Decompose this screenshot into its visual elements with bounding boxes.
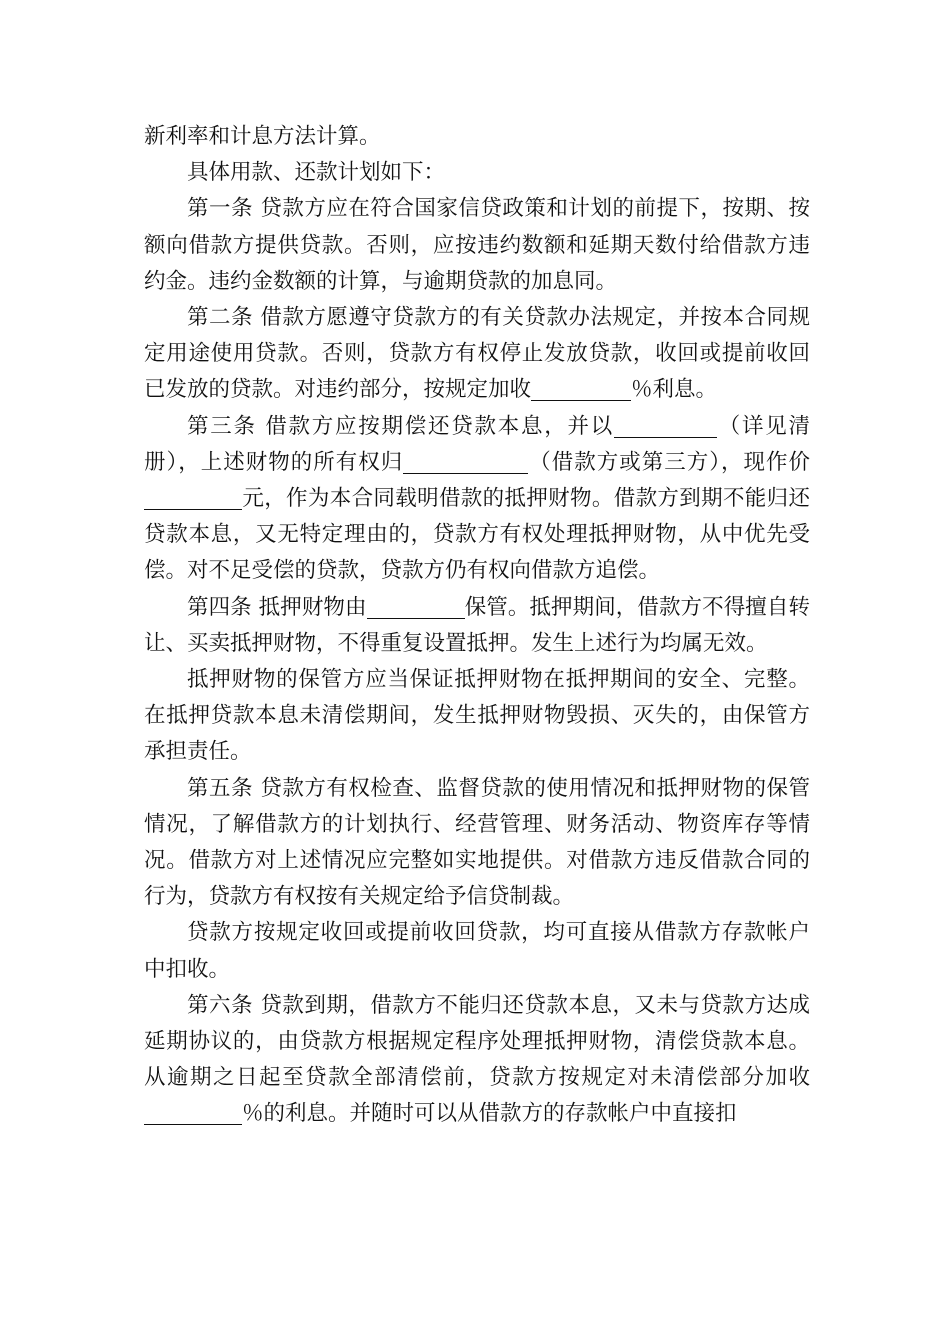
paragraph-text: （借款方或第三方），现作价 bbox=[528, 449, 810, 475]
paragraph-text: 元，作为本合同载明借款的抵押财物。借款方到期不能归还贷款本息，又无特定理由的，贷款方有权处理抵押财物，从中优先受偿。对不足受偿的贷款，贷款方仍有权向借款方追偿。 bbox=[144, 486, 810, 584]
fill-blank-collateral[interactable] bbox=[614, 415, 717, 438]
paragraph-text: 第四条 抵押财物由 bbox=[187, 594, 367, 620]
paragraph-text: 第三条 借款方应按期偿还贷款本息，并以 bbox=[187, 413, 614, 439]
paragraph-text: 新利率和计息方法计算。 bbox=[144, 124, 381, 149]
article-2 bbox=[144, 300, 810, 409]
paragraph-text: 贷款方按规定收回或提前收回贷款，均可直接从借款方存款帐户中扣收。 bbox=[144, 920, 810, 982]
article-1 bbox=[144, 191, 810, 300]
fill-blank-valuation[interactable] bbox=[144, 487, 242, 510]
paragraph-text: （详见清册），上述财物的所有权归 bbox=[144, 413, 810, 475]
paragraph-text: 第一条 贷款方应在符合国家信贷政策和计划的前提下，按期、按额向借款方提供贷款。否则，应按违约数额和延期天数付给借款方违约金。违约金数额的计算，与逾期贷款的加息同。 bbox=[144, 196, 810, 294]
fill-blank-owner[interactable] bbox=[403, 451, 528, 474]
paragraph-text: 第六条 贷款到期，借款方不能归还贷款本息，又未与贷款方达成延期协议的，由贷款方根据规定程序处理抵押财物，清偿贷款本息。从逾期之日起至贷款全部清偿前，贷款方按规定对未清偿部分加收 bbox=[144, 992, 810, 1091]
fill-blank-interest-rate[interactable] bbox=[531, 378, 631, 401]
paragraph-deduction bbox=[144, 915, 810, 987]
paragraph-custody bbox=[144, 662, 810, 771]
paragraph-text: 保管。抵押期间，借款方不得擅自转让、买卖抵押财物，不得重复设置抵押。发生上述行为均属无效。 bbox=[144, 594, 810, 656]
article-3 bbox=[144, 409, 810, 590]
paragraph-text: ％的利息。并随时可以从借款方的存款帐户中直接扣 bbox=[242, 1101, 737, 1127]
document-page bbox=[144, 119, 810, 1133]
paragraph-text: 第五条 贷款方有权检查、监督贷款的使用情况和抵押财物的保管情况，了解借款方的计划执行、经营管理、财务活动、物资库存等情况。借款方对上述情况应完整如实地提供。对借款方违反借款合同的行为，贷款方有权按有关规定给予信贷制裁。 bbox=[144, 775, 810, 910]
paragraph-text: 抵押财物的保管方应当保证抵押财物在抵押期间的安全、完整。在抵押贷款本息未清偿期间，发生抵押财物毁损、灭失的，由保管方承担责任。 bbox=[144, 667, 810, 765]
paragraph-text: 具体用款、还款计划如下： bbox=[187, 160, 446, 186]
article-5 bbox=[144, 771, 810, 916]
paragraph-text: ％利息。 bbox=[631, 377, 718, 403]
paragraph-continuation bbox=[144, 119, 810, 155]
fill-blank-custodian[interactable] bbox=[367, 596, 465, 619]
paragraph-text: 第二条 借款方愿遵守贷款方的有关贷款办法规定，并按本合同规定用途使用贷款。否则，贷款方有权停止发放贷款，收回或提前收回已发放的贷款。对违约部分，按规定加收 bbox=[144, 305, 810, 403]
paragraph-plan-intro bbox=[144, 155, 810, 191]
fill-blank-penalty-rate[interactable] bbox=[144, 1102, 242, 1125]
article-6 bbox=[144, 988, 810, 1133]
article-4 bbox=[144, 590, 810, 662]
